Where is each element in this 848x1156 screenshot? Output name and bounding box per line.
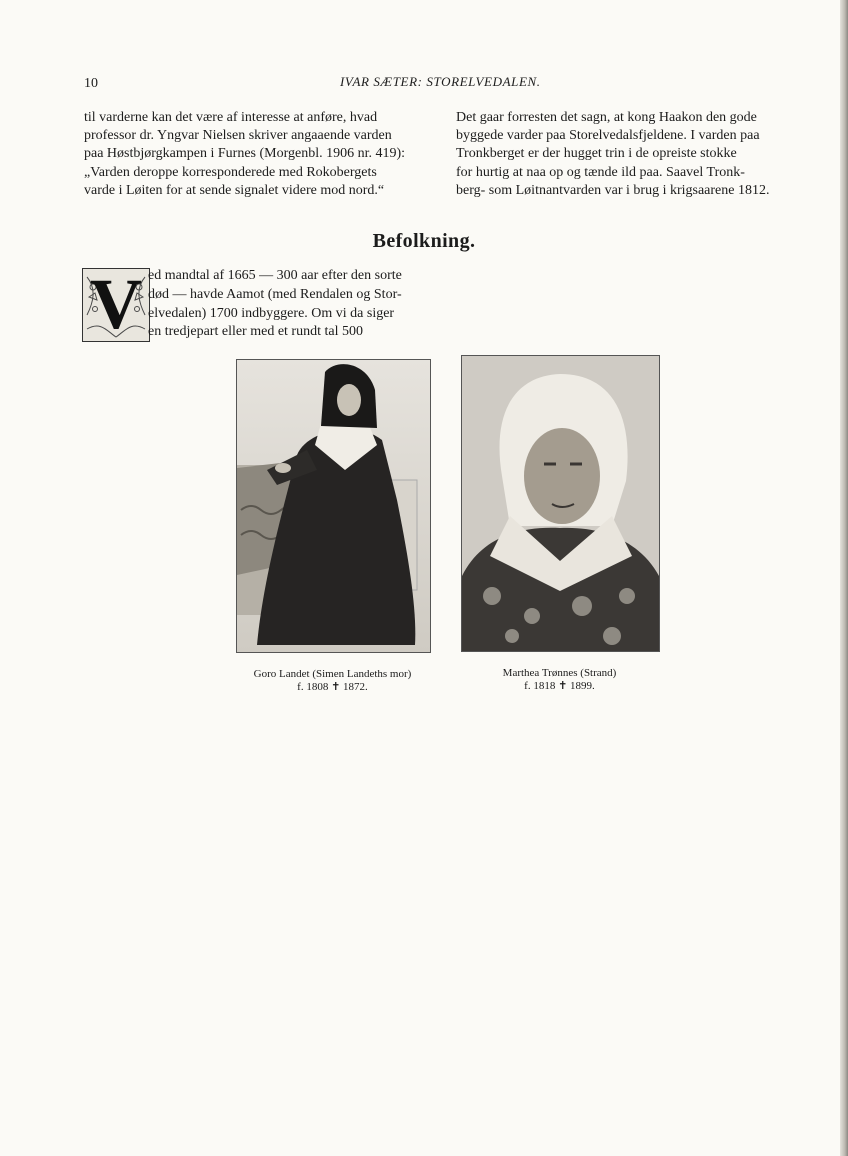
text-line: paa Høstbjørgkampen i Furnes (Morgenbl. 1906 nr. 419): <box>84 146 406 162</box>
text-line: Tronkberget er der hugget trin i de opreiste stokke <box>456 146 737 162</box>
text-line: en tredjepart eller med et rundt tal 500 <box>148 324 363 340</box>
caption-right-photo <box>461 667 658 693</box>
section-heading: Befolkning. <box>372 230 476 252</box>
text-line: ed mandtal af 1665 — 300 aar efter den sorte <box>148 268 402 283</box>
caption-left-dates: f. 1808 ✝ 1872. <box>297 681 368 693</box>
text-line: til varderne kan det være af interesse at anføre, hvad <box>84 110 378 125</box>
text-line: „Varden deroppe korresponderede med Rokobergets <box>84 164 377 180</box>
text-line: elvedalen) 1700 indbyggere. Om vi da siger <box>148 305 395 321</box>
text-line: Det gaar forresten det sagn, at kong Haakon den gode <box>456 110 757 125</box>
text-line: for hurtig at naa op og tænde ild paa. Saavel Tronk- <box>456 164 745 180</box>
caption-right-dates: f. 1818 ✝ 1899. <box>524 680 595 692</box>
running-title: IVAR SÆTER: STORELVEDALEN. <box>340 74 541 89</box>
caption-left-photo <box>236 668 429 694</box>
caption-right-name: Marthea Trønnes (Strand) <box>502 667 617 679</box>
page-number: 10 <box>84 76 98 91</box>
text-line: byggede varder paa Storelvedalsfjeldene. I varden paa <box>456 128 760 144</box>
portrait-photo-marthea-tronnes <box>461 355 660 652</box>
page-edge <box>840 0 848 1156</box>
text-line: varde i Løiten for at sende signalet videre mod nord.“ <box>84 182 385 198</box>
drop-cap-letter: V <box>90 268 142 342</box>
portrait-photo-goro-landet <box>236 359 431 653</box>
drop-cap <box>82 268 150 342</box>
text-line: professor dr. Yngvar Nielsen skriver angaaende varden <box>84 128 392 144</box>
text-line: død — havde Aamot (med Rendalen og Stor- <box>148 286 402 302</box>
text-line: berg- som Løitnantvarden var i brug i krigsaarene 1812. <box>456 182 770 198</box>
caption-left-name: Goro Landet (Simen Landeths mor) <box>253 668 412 680</box>
